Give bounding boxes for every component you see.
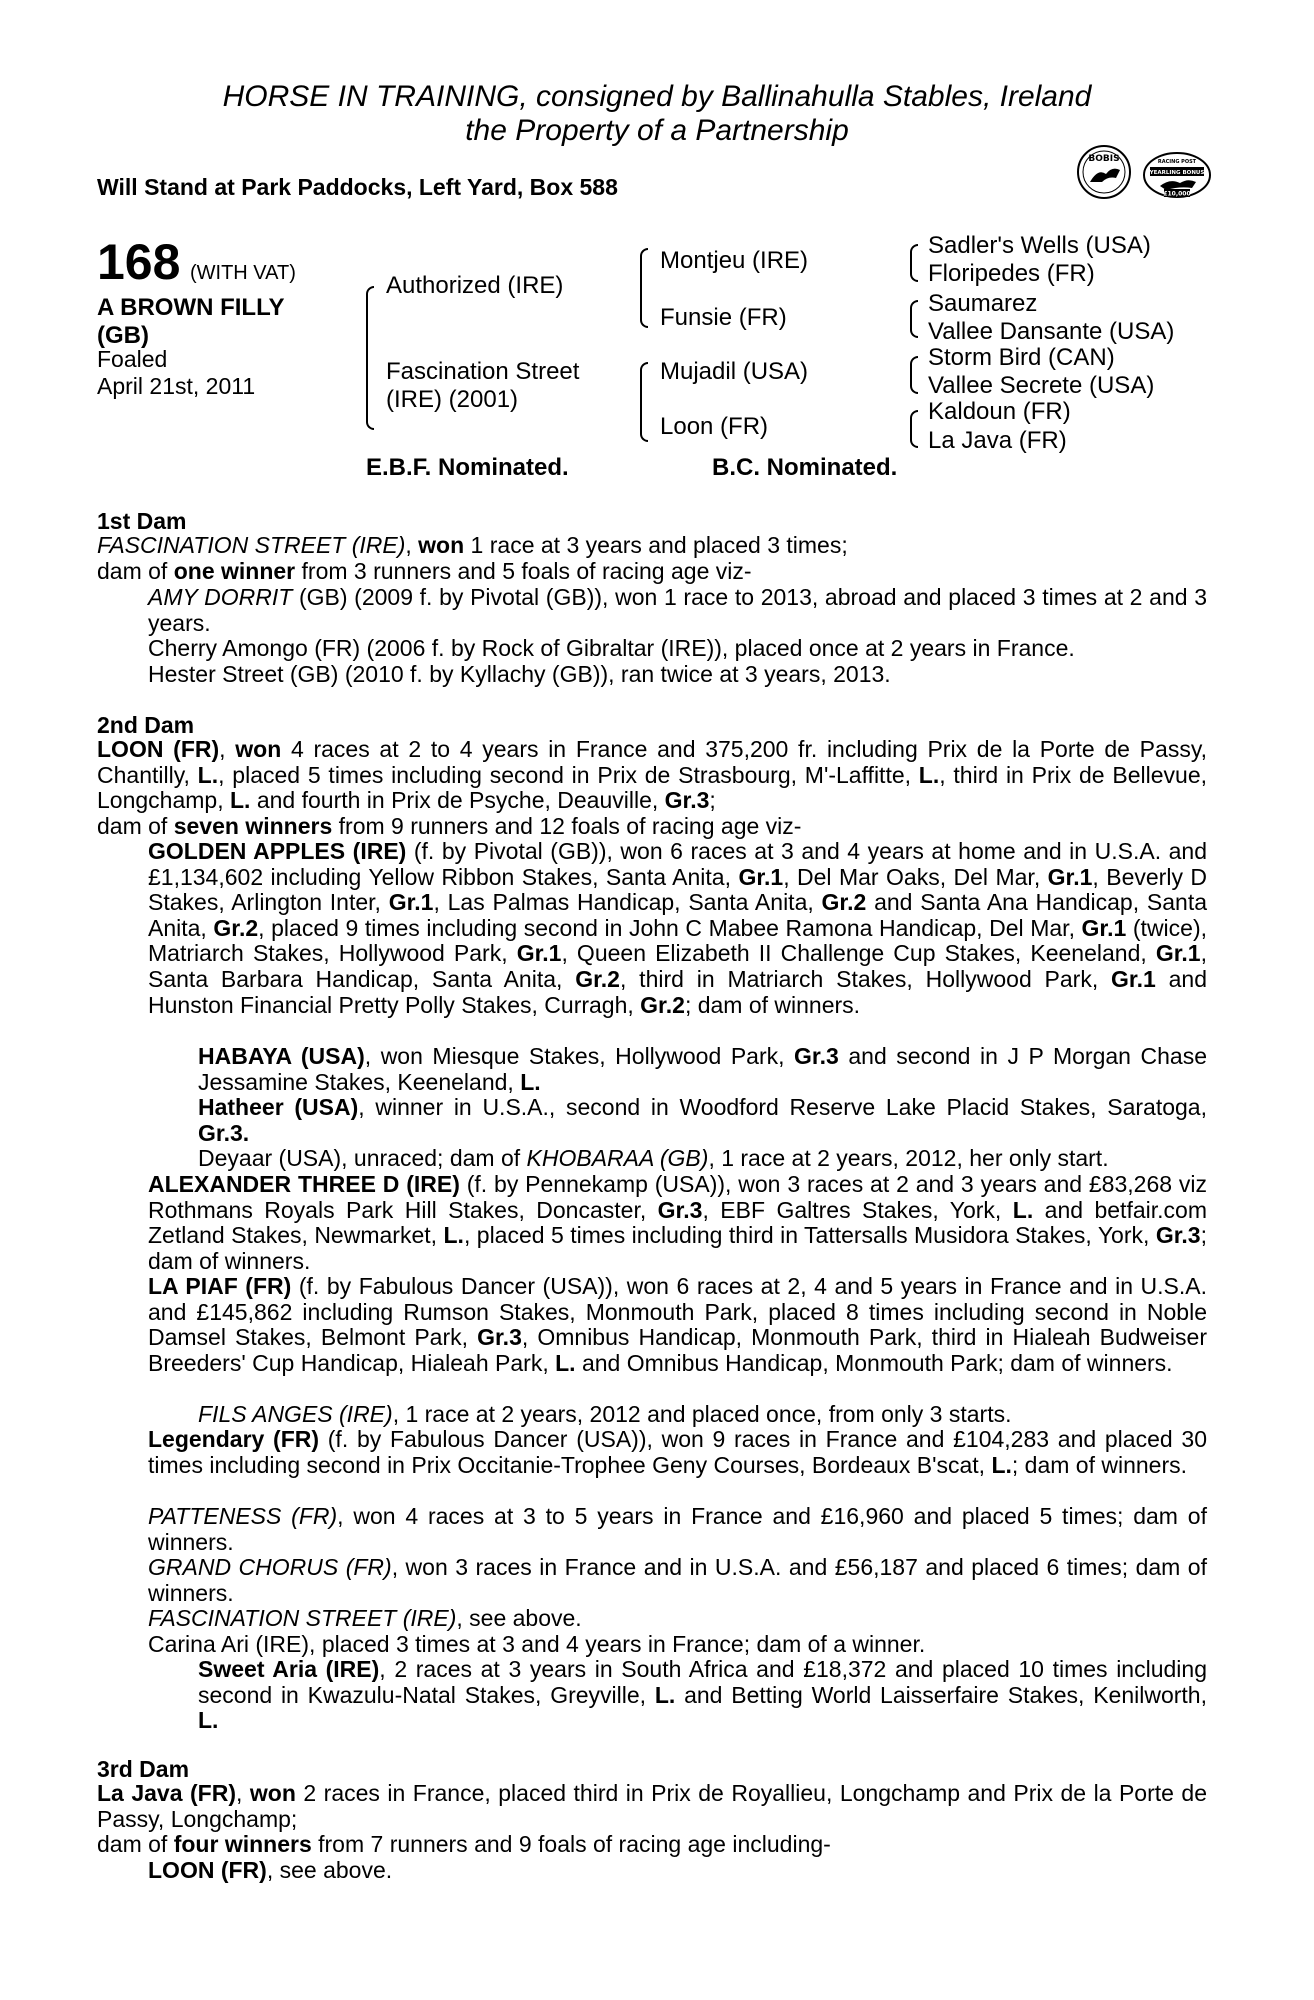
grade-label: Gr.1	[1047, 863, 1093, 890]
listed-label: L.	[555, 1349, 576, 1376]
grade-label: Gr.2	[213, 914, 259, 941]
text: , Omnibus Handicap, Monmouth Park, third in Hialeah Budweiser Breeders' Cup Handicap, Hialeah Park,	[148, 1324, 1207, 1376]
horse-name: Legendary (FR)	[148, 1426, 320, 1452]
produce-alexander-three-d	[148, 1172, 1207, 1274]
first-dam-name: FASCINATION STREET (IRE)	[97, 532, 406, 558]
grade-label: Gr.1	[1155, 940, 1201, 967]
grade-label: Gr.1	[1081, 914, 1127, 941]
produce-hatheer	[198, 1095, 1207, 1146]
foaled-label: Foaled	[97, 346, 168, 372]
text: (f. by Fabulous Dancer (USA)), won 6 races at 2, 4 and 5 years in France and in U.S.A. and £145,862 including Rumson Stakes, Monmouth Park, placed 8 times including second in Noble Damsel Stakes, Belmont Park,	[148, 1273, 1207, 1351]
record-text: 1 race at 3 years and placed 3 times;	[464, 532, 848, 558]
property-line: the Property of a Partnership	[465, 114, 849, 147]
grade-label: Gr.2	[640, 991, 685, 1018]
produce-carina-ari: Carina Ari (IRE), placed 3 times at 3 and 4 years in France; dam of a winner.	[148, 1631, 926, 1657]
horse-name: GRAND CHORUS (FR)	[148, 1554, 392, 1580]
pedigree-sss: Sadler's Wells (USA)	[928, 232, 1151, 259]
won-label: won	[418, 532, 465, 558]
text: , third in Prix de Bellevue, Longchamp,	[97, 761, 1207, 814]
listed-label: L.	[197, 761, 219, 788]
pedigree-sdd: Vallee Dansante (USA)	[928, 318, 1175, 345]
grade-label: Gr.2	[575, 965, 620, 992]
winners-count: four winners	[173, 1831, 312, 1857]
listed-label: L.	[443, 1222, 464, 1249]
bc-nominated: B.C. Nominated.	[712, 454, 898, 481]
text: , won Miesque Stakes, Hollywood Park,	[364, 1043, 795, 1069]
pedigree-bracket-sire	[640, 248, 648, 328]
horse-name: LOON (FR)	[148, 1857, 267, 1883]
text: (f. by Pivotal (GB)), won 6 races at 3 and 4 years at home and in U.S.A. and £1,134,602 including Yellow Ribbon Stakes, Santa Anita,	[148, 838, 1208, 890]
produce-habaya	[198, 1044, 1207, 1095]
grade-label: Gr.3	[794, 1043, 839, 1069]
horse-name: LA PIAF (FR)	[148, 1273, 292, 1299]
text: ; dam of winners.	[684, 991, 861, 1018]
third-dam-record: La Java (FR), won 2 races in France, placed third in Prix de Royallieu, Longchamp and Prix de la Porte de Passy, Longchamp;	[97, 1780, 1208, 1832]
grade-label: Gr.2	[821, 889, 867, 916]
produce-fils-anges	[198, 1402, 1207, 1428]
listed-label: L.	[520, 1068, 541, 1095]
text: , Beverly D Stakes, Arlington Inter,	[148, 863, 1207, 916]
produce-amy-dorrit	[148, 585, 1207, 636]
pedigree-sds: Saumarez	[928, 290, 1038, 317]
produce-deyaar	[198, 1146, 1207, 1172]
grade-label: Gr.3	[1155, 1222, 1201, 1249]
produce-cherry-amongo: Cherry Amongo (FR) (2006 f. by Rock of Gibraltar (IRE)), placed once at 2 years in France.	[148, 635, 1075, 661]
pedigree-sire-sire: Montjeu (IRE)	[660, 247, 809, 274]
text: ; dam of winners.	[148, 1222, 1207, 1274]
grade-label: Gr.1	[738, 863, 784, 890]
third-dam-title: 3rd Dam	[97, 1756, 190, 1782]
bobis-logo	[1076, 144, 1132, 200]
pedigree-dam-sire: Mujadil (USA)	[660, 358, 809, 385]
winners-count: one winner	[173, 558, 296, 584]
horse-name: Hatheer (USA)	[198, 1094, 359, 1120]
text: , EBF Galtres Stakes, York,	[702, 1196, 1013, 1223]
produce-la-piaf	[148, 1274, 1207, 1376]
first-dam-title: 1st Dam	[97, 508, 187, 534]
pedigree-bracket-sd	[910, 300, 918, 338]
lot-vat: (WITH VAT)	[190, 262, 296, 284]
text: 2 races in France, placed third in Prix de Royallieu, Longchamp and Prix de la Porte de Passy, Longchamp;	[97, 1780, 1208, 1832]
lot-description: A BROWN FILLY (GB)	[97, 294, 285, 349]
bonus-logo-top: RACING POST	[1157, 159, 1197, 165]
winners-count: seven winners	[173, 813, 333, 839]
grade-label: Gr.1	[1111, 965, 1156, 992]
text: 4 races at 2 to 4 years in France and 375,200 fr. including Prix de la Porte de Passy, Chantilly,	[97, 736, 1207, 788]
text: and Omnibus Handicap, Monmouth Park; dam of winners.	[575, 1349, 1173, 1376]
produce-sweet-aria	[198, 1657, 1207, 1734]
text: , Del Mar Oaks, Del Mar,	[783, 863, 1048, 890]
pedigree-ssd: Floripedes (FR)	[928, 260, 1095, 287]
bobis-logo-text: BOBIS	[1088, 154, 1120, 164]
listed-label: L.	[918, 761, 940, 788]
text: , placed 9 times including second in John C Mabee Ramona Handicap, Del Mar,	[258, 914, 1082, 941]
pedigree-dam-dam: Loon (FR)	[660, 413, 769, 440]
stand-location: Will Stand at Park Paddocks, Left Yard, Box 588	[97, 174, 618, 200]
grade-label: Gr.3.	[198, 1119, 250, 1146]
text: (f. by Pennekamp (USA)), won 3 races at 2 and 3 years and £83,268 viz Rothmans Royals Park Hill Stakes, Doncaster,	[148, 1171, 1207, 1223]
text: , Las Palmas Handicap, Santa Anita,	[433, 889, 822, 916]
horse-name: AMY DORRIT	[148, 584, 293, 610]
text: , placed 5 times including second in Prix de Strasbourg, M'-Laffitte,	[218, 761, 919, 788]
pedigree-bracket-dd	[910, 410, 918, 448]
text: , 1 race at 2 years, 2012, her only start.	[708, 1145, 1109, 1171]
pedigree-dsd: Vallee Secrete (USA)	[928, 372, 1155, 399]
won-label: won	[249, 1780, 296, 1806]
text: from 9 runners and 12 foals of racing age viz-	[332, 813, 802, 839]
first-dam-produce-summary	[97, 559, 1207, 585]
listed-label: L.	[654, 1681, 676, 1708]
text: and second in J P Morgan Chase Jessamine Stakes, Keeneland,	[198, 1043, 1207, 1095]
listed-label: L.	[1012, 1196, 1034, 1223]
pedigree-sire: Authorized (IRE)	[386, 272, 564, 299]
pedigree-sire-dam: Funsie (FR)	[660, 304, 787, 331]
bonus-logo-mid: YEARLING BONUS	[1149, 170, 1205, 176]
produce-loon	[148, 1858, 1207, 1884]
pedigree-bracket-dam	[640, 362, 648, 442]
produce-hester-street: Hester Street (GB) (2010 f. by Kyllachy (GB)), ran twice at 3 years, 2013.	[148, 661, 891, 687]
produce-legendary	[148, 1427, 1207, 1478]
produce-grand-chorus	[148, 1555, 1207, 1606]
pedigree-bracket-ss	[910, 244, 918, 282]
text: , Queen Elizabeth II Challenge Cup Stakes, Keeneland,	[561, 940, 1156, 967]
horse-name: KHOBARAA (GB)	[526, 1145, 709, 1171]
text: Deyaar (USA), unraced; dam of	[198, 1145, 527, 1171]
horse-name: LOON (FR)	[97, 736, 220, 762]
grade-label: Gr.3	[477, 1324, 522, 1351]
horse-name: HABAYA (USA)	[198, 1043, 365, 1069]
pedigree-dss: Storm Bird (CAN)	[928, 344, 1115, 371]
grade-label: Gr.1	[516, 940, 562, 967]
text: , won 3 races in France and in U.S.A. and £56,187 and placed 6 times; dam of winners.	[148, 1554, 1207, 1606]
listed-label: L.	[198, 1707, 219, 1734]
text: , won 4 races at 3 to 5 years in France and £16,960 and placed 5 times; dam of winners.	[148, 1503, 1207, 1555]
pedigree-ddd: La Java (FR)	[928, 427, 1067, 454]
text: (GB) (2009 f. by Pivotal (GB)), won 1 race to 2013, abroad and placed 3 times at 2 and 3 years.	[148, 584, 1207, 636]
pedigree-dam: Fascination Street (IRE) (2001)	[386, 358, 580, 413]
pedigree-dds: Kaldoun (FR)	[928, 398, 1071, 425]
produce-patteness	[148, 1504, 1207, 1555]
horse-name: FASCINATION STREET (IRE)	[148, 1605, 457, 1631]
text: and Santa Ana Handicap, Santa Anita,	[148, 889, 1207, 941]
text: and fourth in Prix de Psyche, Deauville,	[250, 787, 665, 814]
second-dam-title: 2nd Dam	[97, 712, 195, 738]
text: dam of	[97, 558, 174, 584]
text: dam of	[97, 1831, 174, 1857]
text: , 2 races at 3 years in South Africa and £18,372 and placed 10 times including second in Kwazulu-Natal Stakes, Greyville,	[198, 1656, 1207, 1708]
consignor-line: HORSE IN TRAINING, consigned by Ballinahulla Stables, Ireland	[222, 80, 1092, 113]
horse-name: Sweet Aria (IRE)	[198, 1656, 380, 1682]
text: dam of	[97, 813, 174, 839]
text: (f. by Fabulous Dancer (USA)), won 9 races in France and £104,283 and placed 30 times including second in Prix Occitanie-Trophee Geny Courses, Bordeaux B'scat,	[148, 1426, 1207, 1478]
text: ;	[709, 787, 716, 814]
first-dam-record: FASCINATION STREET (IRE), won 1 race at 3 years and placed 3 times;	[97, 532, 848, 558]
text: and Hunston Financial Pretty Polly Stakes, Curragh,	[148, 965, 1207, 1018]
horse-name: La Java (FR)	[97, 1780, 236, 1806]
ebf-nominated: E.B.F. Nominated.	[366, 454, 569, 481]
produce-golden-apples	[148, 839, 1207, 1018]
text: , Santa Barbara Handicap, Santa Anita,	[148, 940, 1207, 992]
text: from 3 runners and 5 foals of racing age viz-	[295, 558, 752, 584]
pedigree-bracket-ds	[910, 356, 918, 394]
foaled-date: April 21st, 2011	[97, 373, 256, 399]
grade-label: Gr.3	[657, 1196, 703, 1223]
text: ; dam of winners.	[1011, 1451, 1188, 1478]
text: from 7 runners and 9 foals of racing age including-	[311, 1831, 831, 1857]
listed-label: L.	[991, 1451, 1012, 1478]
lot-number: 168	[97, 234, 181, 290]
text: , 1 race at 2 years, 2012 and placed once, from only 3 starts.	[392, 1401, 1012, 1427]
text: and betfair.com Zetland Stakes, Newmarket,	[148, 1196, 1207, 1249]
horse-name: ALEXANDER THREE D (IRE)	[148, 1171, 460, 1197]
produce-fascination-street	[148, 1606, 1207, 1632]
listed-label: L.	[229, 787, 251, 814]
text: , see above.	[266, 1857, 393, 1883]
horse-name: FILS ANGES (IRE)	[198, 1401, 393, 1427]
grade-label: Gr.3	[664, 787, 710, 814]
text: , placed 5 times including third in Tattersalls Musidora Stakes, York,	[463, 1222, 1156, 1249]
horse-name: PATTENESS (FR)	[148, 1503, 338, 1529]
horse-name: GOLDEN APPLES (IRE)	[148, 838, 407, 864]
yearling-bonus-logo	[1142, 150, 1212, 200]
second-dam-produce-summary	[97, 814, 1207, 840]
won-label: won	[235, 736, 282, 762]
text: , see above.	[456, 1605, 582, 1631]
third-dam-produce-summary	[97, 1832, 1207, 1858]
text: , winner in U.S.A., second in Woodford Reserve Lake Placid Stakes, Saratoga,	[358, 1094, 1207, 1120]
text: , third in Matriarch Stakes, Hollywood Park,	[619, 965, 1112, 992]
grade-label: Gr.1	[388, 889, 434, 916]
text: (twice), Matriarch Stakes, Hollywood Park,	[148, 914, 1207, 967]
text: and Betting World Laisserfaire Stakes, Kenilworth,	[675, 1681, 1207, 1708]
second-dam-record: LOON (FR), won 4 races at 2 to 4 years in France and 375,200 fr. including Prix de la Porte de Passy, Chantilly, L., placed 5 times including second in Prix de Strasbourg, M'-Laffitte, L., third in Prix de Bellevue, Longchamp, L. and fourth in Prix de Psyche, Deauville, Gr.3;	[97, 736, 1207, 814]
pedigree-bracket-parents	[366, 286, 374, 430]
bonus-logo-amount: £10,000	[1163, 190, 1191, 198]
lot-foaled	[97, 346, 337, 400]
